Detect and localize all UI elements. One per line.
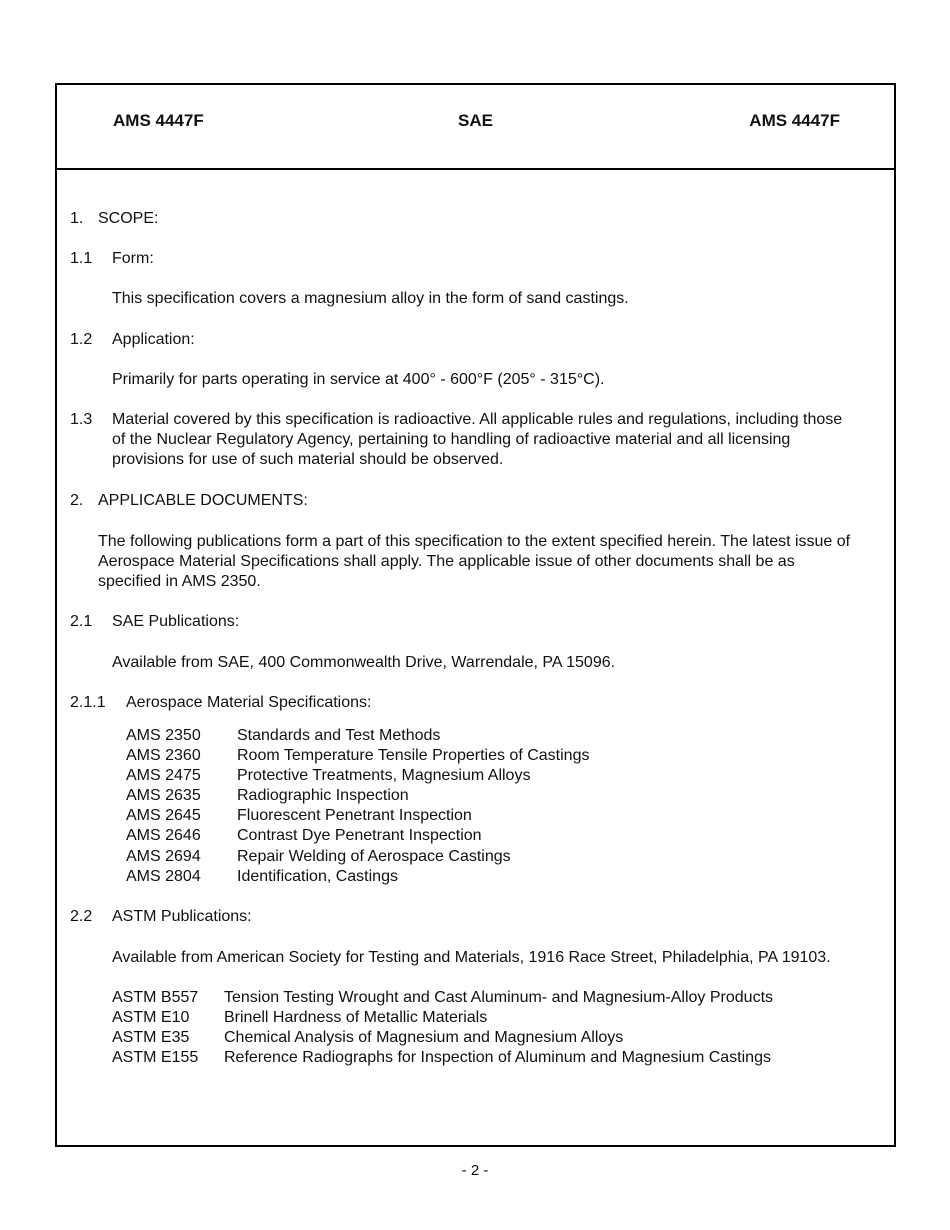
spec-title: Protective Treatments, Magnesium Alloys	[237, 767, 531, 784]
section-2-1-title: SAE Publications:	[112, 613, 240, 630]
spec-title: Tension Testing Wrought and Cast Aluminum- and Magnesium-Alloy Products	[224, 989, 774, 1006]
header-publisher: SAE	[458, 111, 493, 130]
spec-title: Identification, Castings	[237, 868, 398, 885]
section-2-2-title: ASTM Publications:	[112, 908, 252, 925]
spec-title: Reference Radiographs for Inspection of Aluminum and Magnesium Castings	[224, 1049, 771, 1066]
header-doc-number-right: AMS 4447F	[749, 111, 840, 130]
spec-code: AMS 2360	[126, 747, 201, 764]
section-1-1-number: 1.1	[70, 250, 93, 267]
section-1-1-body: This specification covers a magnesium alloy in the form of sand castings.	[112, 290, 629, 307]
section-2-number: 2.	[70, 492, 84, 509]
section-2-1-number: 2.1	[70, 613, 93, 630]
section-2-title: APPLICABLE DOCUMENTS:	[98, 492, 308, 509]
section-2-body: The following publications form a part of this specification to the extent specified herein. The latest issue of Aerospace Material Specifications shall apply. The applicable issue of other documents shall be as specified in AMS 2350.	[98, 533, 851, 590]
section-2-1-1-number: 2.1.1	[70, 694, 106, 711]
header-doc-number-left: AMS 4447F	[113, 111, 204, 130]
spec-code: ASTM E155	[112, 1049, 199, 1066]
spec-title: Standards and Test Methods	[237, 727, 441, 744]
section-2-1-body: Available from SAE, 400 Commonwealth Drive, Warrendale, PA 15096.	[112, 654, 616, 671]
spec-code: ASTM B557	[112, 989, 199, 1006]
section-1-title: SCOPE:	[98, 210, 159, 227]
section-1-2-body: Primarily for parts operating in service at 400° - 600°F (205° - 315°C).	[112, 371, 605, 388]
section-1-3-number: 1.3	[70, 411, 93, 428]
section-1-1-title: Form:	[112, 250, 154, 267]
spec-code: ASTM E35	[112, 1029, 190, 1046]
spec-title: Contrast Dye Penetrant Inspection	[237, 827, 482, 844]
spec-code: AMS 2635	[126, 787, 201, 804]
spec-code: AMS 2350	[126, 727, 201, 744]
spec-code: AMS 2475	[126, 767, 201, 784]
section-1-number: 1.	[70, 210, 84, 227]
spec-title: Brinell Hardness of Metallic Materials	[224, 1009, 488, 1026]
spec-code: AMS 2694	[126, 848, 201, 865]
section-2-2-body: Available from American Society for Testing and Materials, 1916 Race Street, Philadelphia, PA 19103.	[112, 949, 831, 966]
spec-title: Chemical Analysis of Magnesium and Magnesium Alloys	[224, 1029, 624, 1046]
spec-title: Fluorescent Penetrant Inspection	[237, 807, 472, 824]
section-1-2-title: Application:	[112, 331, 195, 348]
section-1-3-body: Material covered by this specification is radioactive. All applicable rules and regulations, including those of the Nuclear Regulatory Agency, pertaining to handling of radioactive material and all licensing provisions for use of such material should be observed.	[112, 411, 843, 468]
spec-title: Repair Welding of Aerospace Castings	[237, 848, 511, 865]
section-1-2-number: 1.2	[70, 331, 93, 348]
page-number: - 2 -	[461, 1162, 489, 1179]
page-header	[57, 85, 894, 170]
spec-code: AMS 2804	[126, 868, 201, 885]
section-2-1-1-title: Aerospace Material Specifications:	[126, 694, 372, 711]
spec-code: ASTM E10	[112, 1009, 190, 1026]
spec-title: Radiographic Inspection	[237, 787, 409, 804]
section-2-2-number: 2.2	[70, 908, 93, 925]
spec-code: AMS 2646	[126, 827, 201, 844]
spec-code: AMS 2645	[126, 807, 201, 824]
spec-title: Room Temperature Tensile Properties of Castings	[237, 747, 590, 764]
